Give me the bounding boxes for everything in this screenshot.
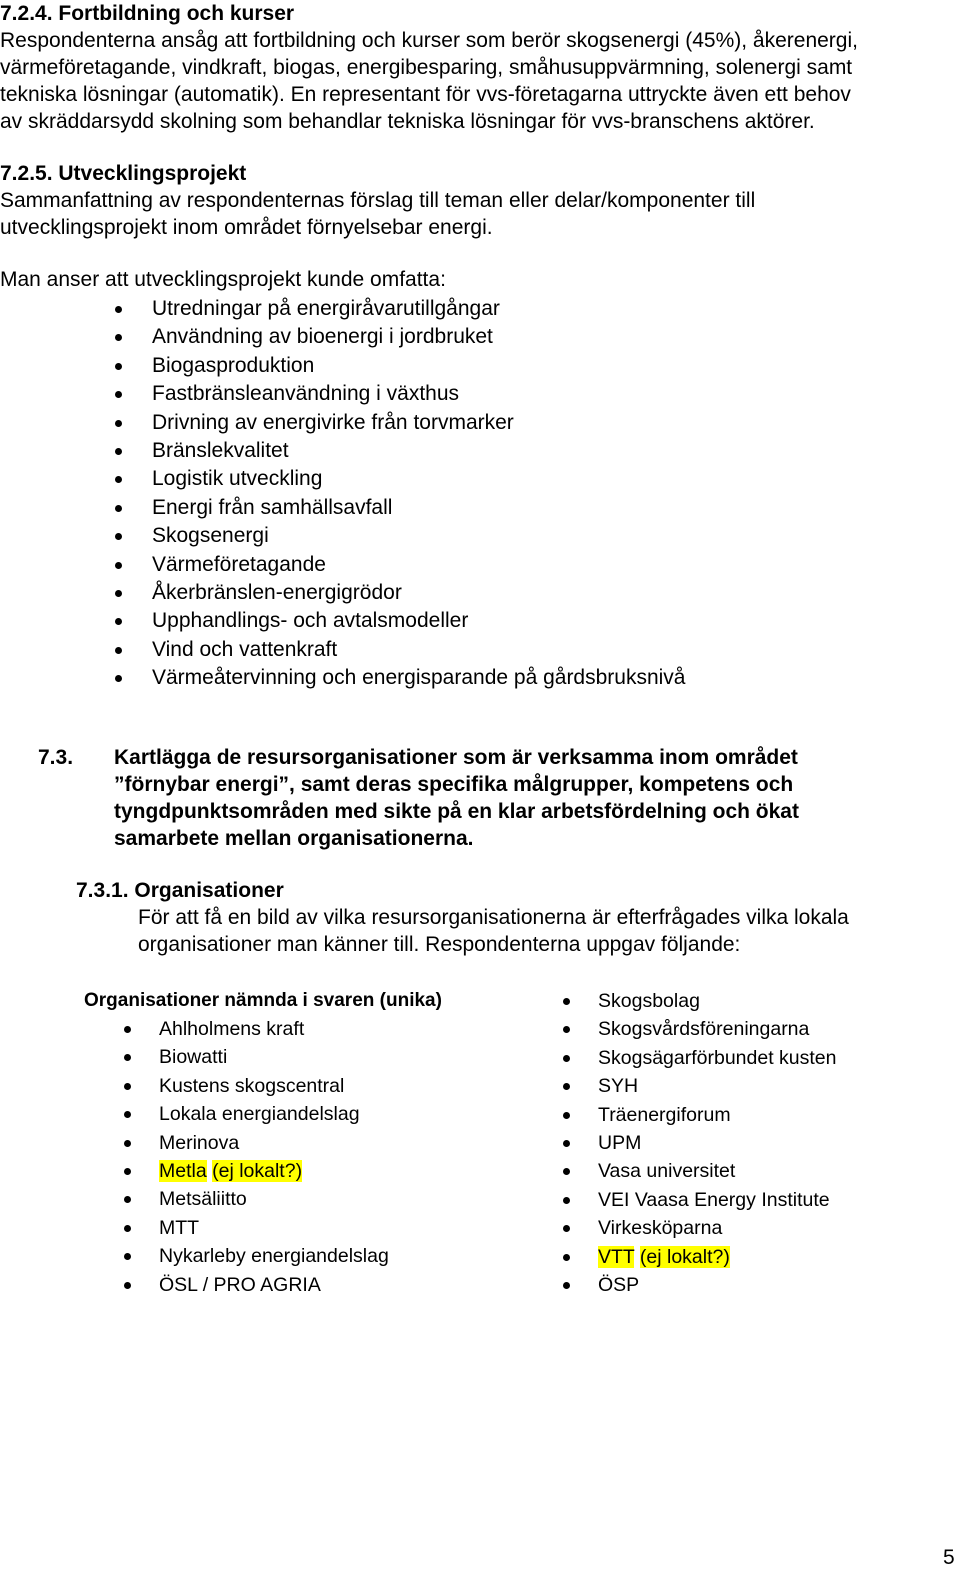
org-note-highlighted: (ej lokalt?) — [639, 1245, 730, 1268]
list-item: Åkerbränslen-energigrödor — [152, 579, 686, 607]
organisations-list-right — [598, 987, 837, 1299]
list-item: Värmeåtervinning och energisparande på gårdsbruksnivå — [152, 664, 686, 692]
org-item — [159, 1185, 389, 1213]
section-7-3-number: 7.3. — [38, 746, 74, 769]
heading-line: Kartlägga de resursorganisationer som är verksamma inom området — [114, 746, 798, 769]
org-item — [598, 1015, 837, 1043]
list-item: Skogsenergi — [152, 522, 686, 550]
org-name-highlighted: VTT — [598, 1245, 635, 1268]
org-name: Skogsbolag — [598, 990, 700, 1012]
list-item: Fastbränsleanvändning i växthus — [152, 380, 686, 408]
section-heading — [0, 160, 958, 187]
org-item — [598, 1271, 837, 1299]
org-item — [598, 987, 837, 1015]
list-item: Energi från samhällsavfall — [152, 494, 686, 522]
org-note-highlighted: (ej lokalt?) — [212, 1160, 303, 1183]
org-name: Skogsägarförbundet kusten — [598, 1046, 837, 1069]
paragraph-line: tekniska lösningar (automatik). En representant för vvs-företagarna uttryckte även ett behov — [0, 83, 851, 106]
paragraph-line: Respondenterna ansåg att fortbildning och kurser som berör skogsenergi (45%), åkerenergi, — [0, 29, 858, 52]
org-item — [598, 1243, 837, 1271]
org-item — [598, 1214, 837, 1242]
org-name: Vasa universitet — [598, 1160, 736, 1183]
org-name: UPM — [598, 1132, 642, 1155]
org-item — [598, 1101, 837, 1129]
org-name: Virkesköparna — [598, 1217, 723, 1240]
section-7-2-4 — [0, 0, 958, 135]
list-item: Drivning av energivirke från torvmarker — [152, 409, 686, 437]
heading-line: tyngdpunktsområden med sikte på en klar arbetsfördelning och ökat — [114, 800, 799, 823]
org-name: Metsäliitto — [159, 1188, 247, 1211]
paragraph-line: värmeföretagande, vindkraft, biogas, energibesparing, småhusuppvärmning, solenergi samt — [0, 56, 853, 79]
list-item: Bränslekvalitet — [152, 437, 686, 465]
org-item — [159, 1157, 389, 1185]
org-item — [598, 1157, 837, 1185]
org-name: Biowatti — [159, 1046, 228, 1069]
list-item: Värmeföretagande — [152, 551, 686, 579]
org-item — [598, 1186, 837, 1214]
org-name: ÖSL / PRO AGRIA — [159, 1273, 321, 1296]
list-item: Logistik utveckling — [152, 465, 686, 493]
org-item — [159, 1214, 389, 1242]
list-item: Biogasproduktion — [152, 352, 686, 380]
paragraph-line: För att få en bild av vilka resursorganisationerna är efterfrågades vilka lokala — [138, 906, 849, 929]
list-intro: Man anser att utvecklingsprojekt kunde omfatta: — [0, 268, 446, 291]
org-item — [159, 1242, 389, 1270]
org-name: Nykarleby energiandelslag — [159, 1245, 389, 1268]
list-item: Upphandlings- och avtalsmodeller — [152, 607, 686, 635]
section-7-3-heading — [114, 744, 944, 852]
heading-number: 7.2.4. — [0, 2, 53, 25]
heading-title: Fortbildning och kurser — [58, 2, 295, 25]
section-7-3-1-heading: 7.3.1. Organisationer — [76, 879, 284, 902]
organisations-list-left — [159, 1015, 389, 1299]
org-item — [598, 1129, 837, 1157]
page-number: 5 — [943, 1546, 955, 1569]
org-name: Lokala energiandelslag — [159, 1103, 360, 1126]
list-item: Vind och vattenkraft — [152, 636, 686, 664]
paragraph-line: Sammanfattning av respondenternas förslag till teman eller delar/komponenter till — [0, 189, 756, 212]
org-name: VEI Vaasa Energy Institute — [598, 1188, 830, 1211]
org-name: ÖSP — [598, 1274, 640, 1297]
section-heading — [0, 0, 958, 27]
org-item — [159, 1271, 389, 1299]
org-name: Ahlholmens kraft — [159, 1018, 305, 1040]
org-name: Merinova — [159, 1131, 240, 1154]
org-item — [159, 1129, 389, 1157]
org-name-highlighted: Metla — [159, 1160, 207, 1183]
org-name: Träenergiforum — [598, 1103, 731, 1126]
org-item — [159, 1100, 389, 1128]
section-7-2-5 — [0, 160, 958, 241]
section-7-3-1-paragraph — [138, 904, 948, 958]
org-item — [159, 1015, 389, 1043]
org-item — [159, 1072, 389, 1100]
org-item — [598, 1072, 837, 1100]
heading-line: samarbete mellan organisationerna. — [114, 827, 474, 850]
org-name: Kustens skogscentral — [159, 1074, 345, 1097]
org-name: SYH — [598, 1075, 639, 1098]
organisations-title: Organisationer nämnda i svaren (unika) — [84, 990, 442, 1011]
paragraph-line: av skräddarsydd skolning som behandlar tekniska lösningar för vvs-branschens aktörer. — [0, 110, 815, 133]
org-name: MTT — [159, 1216, 200, 1239]
org-item — [159, 1043, 389, 1071]
org-item — [598, 1044, 837, 1072]
heading-number: 7.2.5. — [0, 162, 53, 185]
heading-title: Utvecklingsprojekt — [58, 162, 247, 185]
list-item: Användning av bioenergi i jordbruket — [152, 323, 686, 351]
project-topic-list — [152, 295, 686, 693]
heading-line: ”förnybar energi”, samt deras specifika målgrupper, kompetens och — [114, 773, 794, 796]
list-item: Utredningar på energiråvarutillgångar — [152, 295, 686, 323]
org-name: Skogsvårdsföreningarna — [598, 1018, 810, 1041]
paragraph-line: utvecklingsprojekt inom området förnyelsebar energi. — [0, 216, 493, 239]
paragraph-line: organisationer man känner till. Respondenterna uppgav följande: — [138, 933, 741, 956]
